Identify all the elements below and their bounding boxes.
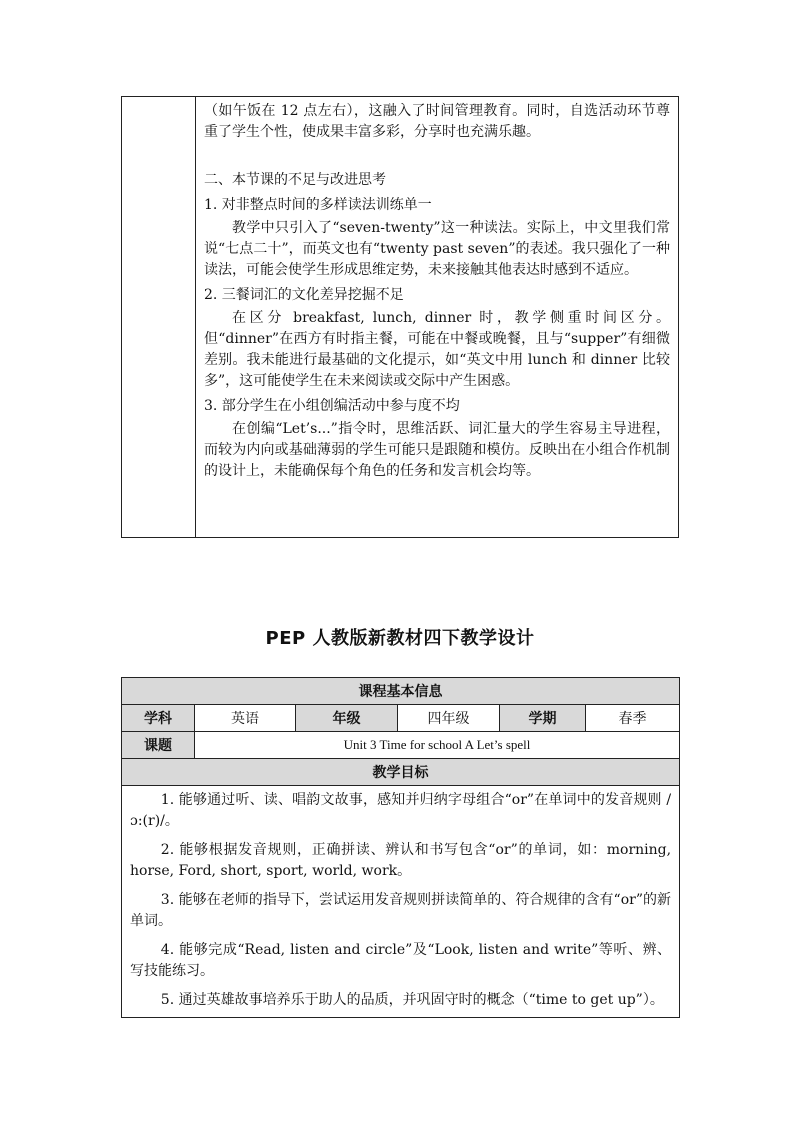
point-body: 教学中只引入了“seven-twenty”这一种读法。实际上，中文里我们常说“七点二十”，而英文也有“twenty past seven”的表述。我只强化了一种读法，可能会使学生形成思维定势，未来接触其他表达时感到不适应。 bbox=[204, 220, 670, 278]
reflection-intro: （如午饭在 12 点左右），这融入了时间管理教育。同时，自选活动环节尊重了学生个性，使成果丰富多彩，分享时也充满乐趣。 bbox=[204, 103, 670, 140]
term-value: 春季 bbox=[586, 705, 680, 732]
goal-item: 2. 能够根据发音规则，正确拼读、辨认和书写包含“or”的单词，如：morning, horse, Ford, short, sport, world, work。 bbox=[130, 842, 672, 879]
point-heading: 1. 对非整点时间的多样读法训练单一 bbox=[204, 197, 432, 213]
section-heading: 二、本节课的不足与改进思考 bbox=[204, 172, 386, 188]
grade-value: 四年级 bbox=[398, 705, 500, 732]
column-divider bbox=[195, 97, 196, 537]
goal-item: 1. 能够通过听、读、唱韵文故事，感知并归纳字母组合“or”在单词中的发音规则 /ɔ:(r)/。 bbox=[130, 792, 672, 829]
document-title: PEP 人教版新教材四下教学设计 bbox=[265, 628, 535, 649]
point-body: 在区分 breakfast, lunch, dinner 时，教学侧重时间区分。但“dinner”在西方有时指主餐，可能在中餐或晚餐，且与“supper”有细微差别。我未能进行最基础的文化提示，如“英文中用 lunch 和 dinner 比较多”，这可能使学生在未来阅读或交际中产生困惑。 bbox=[204, 310, 670, 389]
grade-label: 年级 bbox=[296, 705, 398, 732]
term-label: 学期 bbox=[500, 705, 586, 732]
reflection-content bbox=[204, 101, 670, 482]
goal-item: 5. 通过英雄故事培养乐于助人的品质，并巩固守时的概念（“time to get up”）。 bbox=[160, 992, 664, 1008]
goals-cell bbox=[122, 786, 680, 1018]
goals-header: 教学目标 bbox=[122, 759, 680, 786]
point-body: 在创编“Let’s...”指令时，思维活跃、词汇量大的学生容易主导进程，而较为内向或基础薄弱的学生可能只是跟随和模仿。反映出在小组合作机制的设计上，未能确保每个角色的任务和发言机会均等。 bbox=[204, 421, 670, 479]
subject-value: 英语 bbox=[195, 705, 296, 732]
course-info-header: 课程基本信息 bbox=[122, 678, 680, 705]
goal-item: 4. 能够完成“Read, listen and circle”及“Look, listen and write”等听、辨、写技能练习。 bbox=[130, 942, 672, 979]
point-heading: 3. 部分学生在小组创编活动中参与度不均 bbox=[204, 398, 460, 414]
point-heading: 2. 三餐词汇的文化差异挖掘不足 bbox=[204, 287, 404, 303]
course-info-table bbox=[121, 677, 680, 1018]
topic-label: 课题 bbox=[122, 732, 195, 759]
goal-item: 3. 能够在老师的指导下，尝试运用发音规则拼读简单的、符合规律的含有“or”的新单词。 bbox=[130, 892, 672, 929]
reflection-table bbox=[121, 96, 679, 538]
topic-value: Unit 3 Time for school A Let’s spell bbox=[195, 732, 680, 759]
subject-label: 学科 bbox=[122, 705, 195, 732]
